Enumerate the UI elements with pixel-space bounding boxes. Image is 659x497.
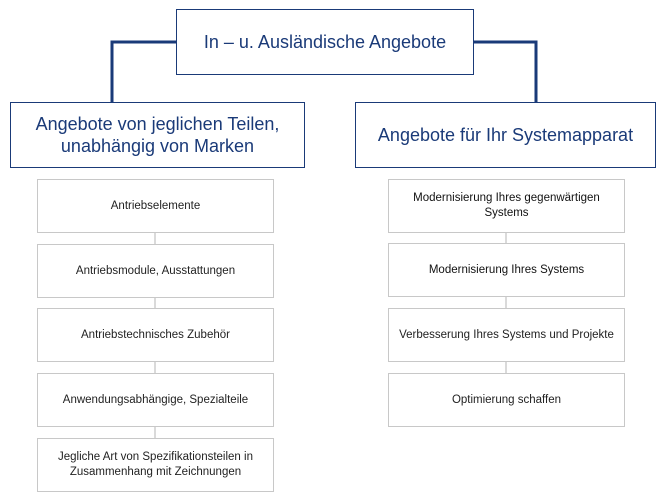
left-item-5 <box>37 438 274 492</box>
left-item-3 <box>37 308 274 362</box>
right-item-3-label: Verbesserung Ihres Systems und Projekte <box>399 328 614 341</box>
category-node-left <box>10 102 305 168</box>
right-item-1 <box>388 179 625 233</box>
right-item-2 <box>388 243 625 297</box>
category-node-right <box>355 102 656 168</box>
right-item-3 <box>388 308 625 362</box>
left-item-5-label: Jegliche Art von Spezifikationsteilen in Zusammenhang mit Zeichnungen <box>58 451 253 478</box>
left-item-4 <box>37 373 274 427</box>
left-item-3-label: Antriebstechnisches Zubehör <box>81 328 230 341</box>
right-item-4-label: Optimierung schaffen <box>451 393 562 406</box>
category-left-title: Angebote von jeglichen Teilen, unabhängig von Marken <box>35 114 280 156</box>
category-right-title: Angebote für Ihr Systemapparat <box>377 125 634 145</box>
left-item-4-label: Anwendungsabhängige, Spezialteile <box>62 393 249 406</box>
right-item-2-label: Modernisierung Ihres Systems <box>428 263 585 276</box>
right-item-1-label: Modernisierung Ihres gegenwärtigen Systems <box>413 192 600 219</box>
left-item-1-label: Antriebselemente <box>110 199 201 212</box>
root-node <box>176 9 474 75</box>
right-item-4 <box>388 373 625 427</box>
left-item-2 <box>37 244 274 298</box>
root-node-label: In – u. Ausländische Angebote <box>203 31 447 52</box>
connector-root-right <box>473 42 536 103</box>
connector-root-left <box>112 42 176 103</box>
left-item-1 <box>37 179 274 233</box>
left-item-2-label: Antriebsmodule, Ausstattungen <box>75 264 236 277</box>
